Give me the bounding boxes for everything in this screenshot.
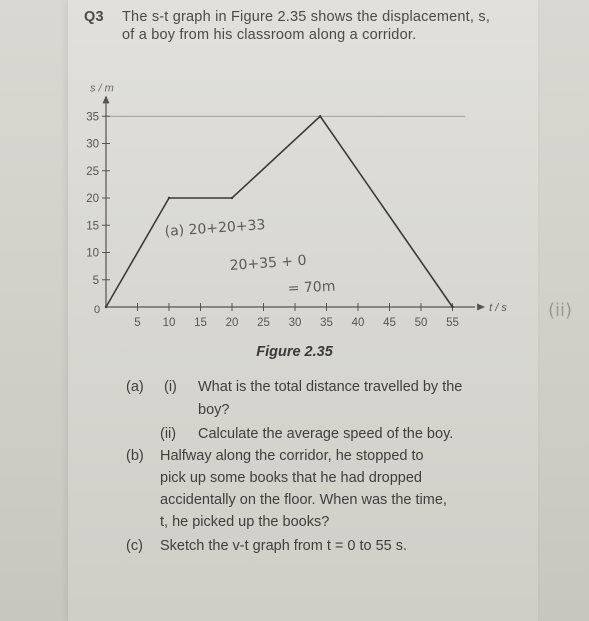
part-c-text: Sketch the v-t graph from t = 0 to 55 s.	[160, 538, 408, 554]
data-point	[319, 115, 321, 117]
y-tick-label: 30	[86, 138, 99, 151]
y-tick-label: 20	[86, 193, 99, 205]
y-tick-label: 15	[86, 220, 99, 233]
part-b-line3: accidentally on the floor. When was the time,	[160, 492, 447, 508]
x-tick-label: 55	[446, 317, 459, 329]
part-b-line2: pick up some books that he had dropped	[160, 470, 422, 486]
handwritten-working-line3: = 70m	[287, 278, 336, 297]
part-a-i-cont	[198, 400, 229, 421]
x-tick-label: 35	[320, 317, 333, 329]
part-a-label: (a)	[126, 379, 144, 395]
part-a-i-text2: boy?	[198, 402, 230, 418]
y-tick-label: 25	[86, 165, 99, 178]
x-tick-label: 45	[383, 317, 396, 329]
x-axis-label: t / s	[489, 302, 507, 314]
displacement-line	[106, 116, 453, 307]
x-tick-label: 40	[351, 317, 365, 329]
data-point	[451, 306, 453, 308]
x-tick-label: 5	[134, 317, 141, 329]
margin-handwritten-note: (ii)	[548, 300, 573, 321]
x-tick-label: 15	[194, 317, 207, 329]
x-tick-label: 10	[162, 317, 176, 329]
part-b-line1: Halfway along the corridor, he stopped to	[160, 448, 424, 464]
x-tick-label: 50	[414, 317, 428, 329]
part-a-ii-text: Calculate the average speed of the boy.	[198, 426, 454, 442]
y-tick-label: 35	[86, 111, 99, 124]
data-point	[231, 197, 233, 199]
handwritten-working-line1: (a) 20+20+33	[164, 216, 266, 240]
x-tick-label: 25	[257, 317, 270, 329]
y-tick-label: 10	[86, 247, 99, 260]
question-text: The s-t graph in Figure 2.35 shows the displacement, s, of a boy from his classroom along a corridor.	[122, 9, 491, 43]
part-b-line4: t, he picked up the books?	[160, 514, 330, 530]
part-c-label: (c)	[126, 538, 143, 554]
part-a-i-text: What is the total distance travelled by the	[198, 379, 463, 395]
handwritten-working-line2: 20+35 + 0	[229, 252, 307, 274]
x-axis-arrow	[477, 304, 485, 311]
origin-label: 0	[94, 304, 101, 316]
figure-caption: Figure 2.35	[256, 344, 333, 360]
y-axis-arrow	[103, 95, 110, 103]
x-tick-label: 30	[288, 317, 302, 329]
part-b-label: (b)	[126, 448, 144, 464]
y-axis-label: s / m	[90, 82, 114, 95]
y-tick-label: 5	[92, 274, 99, 287]
x-tick-label: 20	[225, 317, 239, 329]
data-point	[168, 197, 170, 199]
part-a-i-label: (i)	[164, 379, 177, 395]
data-point	[105, 306, 107, 308]
question-number: Q3	[84, 9, 104, 25]
part-a-ii-label: (ii)	[160, 426, 177, 442]
